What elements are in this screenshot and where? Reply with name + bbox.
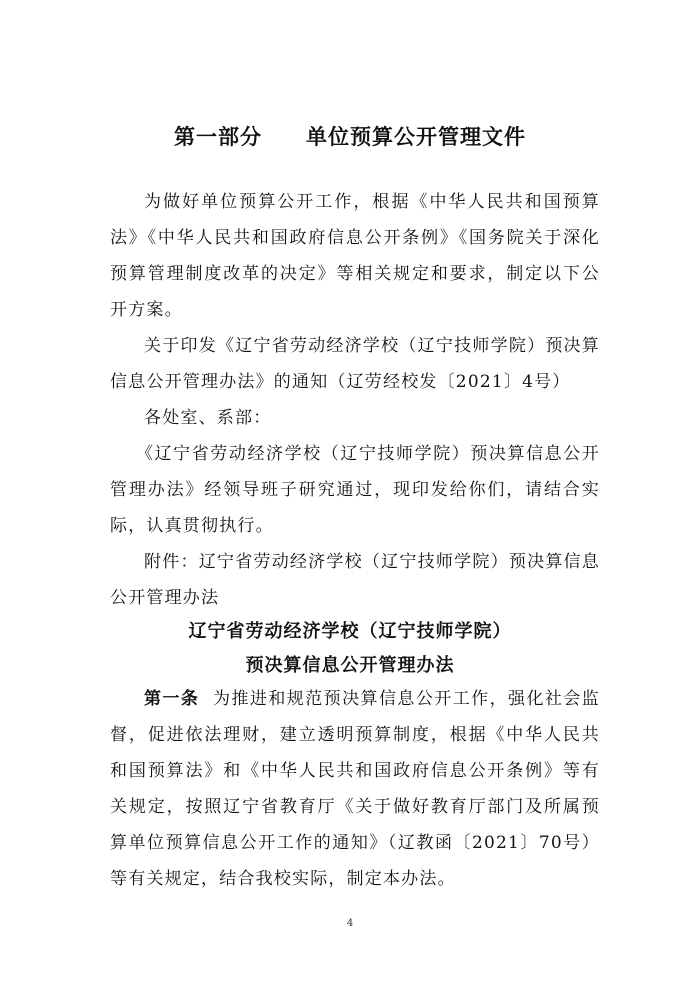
regulation-title-line-2: 预决算信息公开管理办法 — [245, 655, 455, 676]
part-label: 第一部分 — [174, 125, 262, 149]
intro-paragraph-1: 为做好单位预算公开工作，根据《中华人民共和国预算法》《中华人民共和国政府信息公开条例》《国务院关于深化预算管理制度改革的决定》等相关规定和要求，制定以下公开方案。 — [110, 192, 600, 320]
notice-title-paragraph: 关于印发《辽宁省劳动经济学校（辽宁技师学院）预决算信息公开管理办法》的通知（辽劳经校发〔2021〕4号） — [110, 336, 600, 392]
addressee-paragraph: 各处室、系部： — [144, 408, 272, 428]
part-title — [0, 122, 700, 152]
article-section — [110, 681, 600, 897]
article-1-paragraph — [110, 681, 600, 897]
regulation-title-line-1: 辽宁省劳动经济学校（辽宁技师学院） — [188, 621, 512, 642]
part-name: 单位预算公开管理文件 — [306, 125, 526, 149]
attachment-paragraph: 附件：辽宁省劳动经济学校（辽宁技师学院）预决算信息公开管理办法 — [110, 552, 600, 608]
page-number: 4 — [346, 918, 354, 929]
intro-section — [110, 184, 600, 616]
article-1-label: 第一条 — [144, 689, 200, 709]
notice-body-paragraph: 《辽宁省劳动经济学校（辽宁技师学院）预决算信息公开管理办法》经领导班子研究通过，现印发给你们，请结合实际，认真贯彻执行。 — [110, 444, 600, 536]
article-1-text: 为推进和规范预决算信息公开工作，强化社会监督，促进依法理财，建立透明预算制度，根据《中华人民共和国预算法》和《中华人民共和国政府信息公开条例》等有关规定，按照辽宁省教育厅《关于做好教育厅部门及所属预算单位预算信息公开工作的通知》（辽教函〔2021〕70号）等有关规定，结合我校实际，制定本办法。 — [110, 689, 600, 889]
